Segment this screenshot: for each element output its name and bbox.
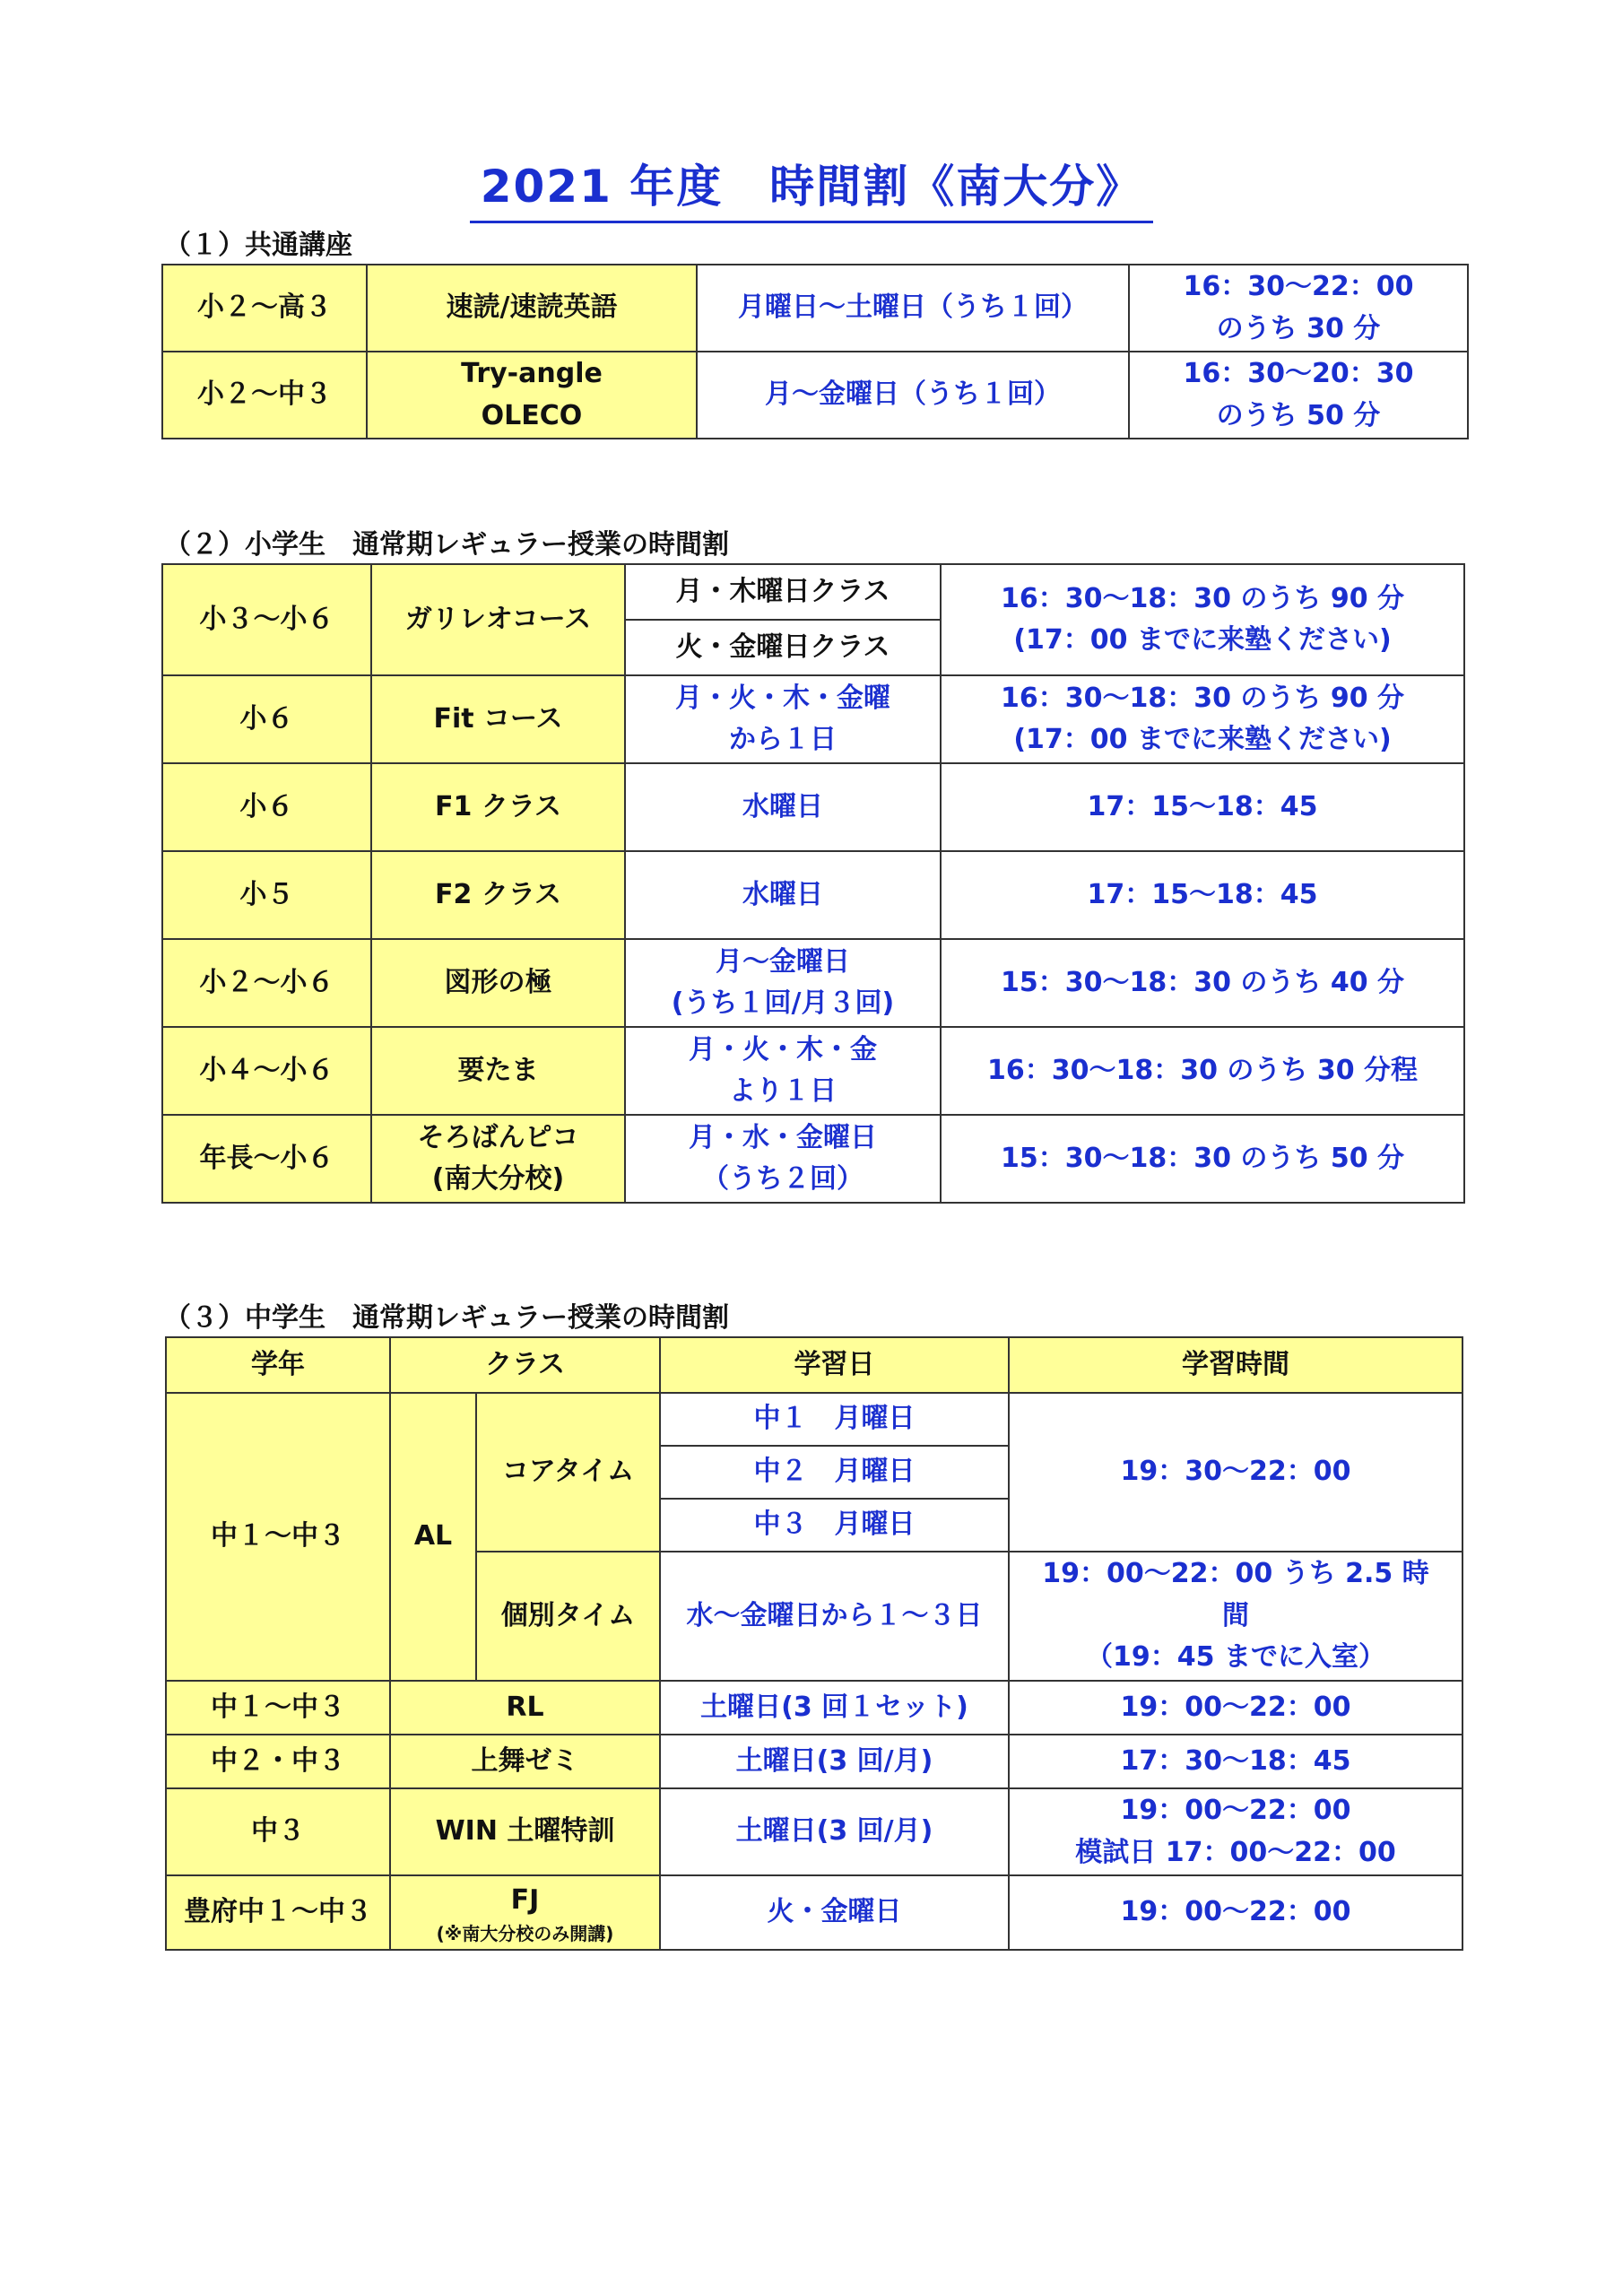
time-cell: 17：15～18：45 [941,763,1464,851]
days-cell [625,675,941,763]
common-courses-table [161,264,1469,439]
days-cell [625,939,941,1027]
table-header-row [166,1337,1462,1393]
time-cell [941,675,1464,763]
grade-cell: 小４～小６ [162,1027,371,1115]
header-time: 学習時間 [1009,1337,1462,1393]
time-cell [1129,265,1468,352]
subclass-cell: 個別タイム [476,1552,660,1681]
course-cell: Fit コース [371,675,625,763]
grade-cell: 小２～小６ [162,939,371,1027]
class-note: (※南大分校のみ開講) [436,1922,614,1944]
grade-cell: 豊府中１～中３ [166,1875,390,1950]
time-cell: 17：15～18：45 [941,851,1464,939]
days-cell: 月曜日～土曜日（うち１回） [697,265,1129,352]
class-line: FJ [510,1884,540,1917]
time-cell: 15：30～18：30 のうち 50 分 [941,1115,1464,1203]
days-cell: 土曜日(3 回１セット) [660,1681,1009,1735]
table-row [162,851,1464,939]
table-row [166,1393,1462,1446]
grade-cell: 小５ [162,851,371,939]
time-cell: 19：30～22：00 [1009,1393,1462,1552]
time-cell: 17：30～18：45 [1009,1735,1462,1788]
days-line: より１日 [729,1075,837,1107]
days-cell: 水曜日 [625,763,941,851]
time-line: 間 [1222,1599,1250,1631]
time-line: 19：00～22：00 [1120,1795,1351,1826]
days-cell: 土曜日(3 回/月) [660,1788,1009,1875]
grade-cell: 小２～高３ [162,265,367,352]
course-line: そろばんピコ [417,1121,579,1153]
time-line: 19：00～22：00 うち 2.5 時 [1042,1558,1429,1590]
time-cell [1009,1788,1462,1875]
days-cell [625,1027,941,1115]
time-cell: 19：00～22：00 [1009,1875,1462,1950]
time-line: （19：45 までに入室） [1086,1641,1385,1674]
course-cell [367,352,697,439]
days-cell: 火・金曜日クラス [625,620,941,675]
table-row [166,1875,1462,1950]
days-cell: 土曜日(3 回/月) [660,1735,1009,1788]
class-cell: 上舞ゼミ [390,1735,660,1788]
table-row [162,939,1464,1027]
page-title-text: 2021 年度 時間割《南大分》 [470,151,1154,223]
days-line: 月・火・木・金曜 [675,682,890,714]
days-line: (うち１回/月３回) [671,987,895,1019]
table-row [166,1788,1462,1875]
days-cell [625,1115,941,1203]
days-cell: 火・金曜日 [660,1875,1009,1950]
table-row [162,1115,1464,1203]
section1-heading: （１）共通講座 [164,230,352,261]
header-grade: 学年 [166,1337,390,1393]
elementary-schedule-table [161,563,1465,1204]
days-cell: 中２ 月曜日 [660,1446,1009,1499]
time-cell: 15：30～18：30 のうち 40 分 [941,939,1464,1027]
section3-heading: （３）中学生 通常期レギュラー授業の時間割 [164,1302,729,1334]
time-line: (17：00 までに来塾ください) [1013,624,1392,656]
time-cell [941,564,1464,675]
time-line: のうち 30 分 [1216,312,1381,344]
time-line: のうち 50 分 [1216,399,1381,431]
time-line: 16：30～20：30 [1183,358,1414,389]
junior-high-schedule-table [165,1336,1463,1951]
time-line: 16：30～22：00 [1183,271,1414,302]
course-cell: ガリレオコース [371,564,625,675]
grade-cell: 小３～小６ [162,564,371,675]
class-cell [390,1875,660,1950]
time-cell: 16：30～18：30 のうち 30 分程 [941,1027,1464,1115]
class-cell: RL [390,1681,660,1735]
time-cell: 19：00～22：00 [1009,1681,1462,1735]
class-cell: AL [390,1393,476,1681]
time-line: (17：00 までに来塾ください) [1013,724,1392,755]
time-cell [1129,352,1468,439]
course-line: Try-angle [461,358,603,389]
grade-cell: 中２・中３ [166,1735,390,1788]
course-cell: F2 クラス [371,851,625,939]
grade-cell: 中１～中３ [166,1681,390,1735]
course-cell: 速読/速読英語 [367,265,697,352]
time-cell [1009,1552,1462,1681]
days-line: （うち２回） [702,1163,864,1195]
subclass-cell: コアタイム [476,1393,660,1552]
course-cell [371,1115,625,1203]
days-line: から１日 [729,724,837,755]
grade-cell: 中１～中３ [166,1393,390,1681]
days-line: 月・水・金曜日 [689,1121,877,1153]
time-line: 16：30～18：30 のうち 90 分 [1000,582,1405,614]
days-cell: 月・木曜日クラス [625,564,941,620]
days-cell: 水曜日 [625,851,941,939]
course-cell: F1 クラス [371,763,625,851]
days-line: 月・火・木・金 [689,1033,877,1065]
table-row [162,1027,1464,1115]
days-cell: 中１ 月曜日 [660,1393,1009,1446]
grade-cell: 小６ [162,675,371,763]
course-cell: 要たま [371,1027,625,1115]
table-row [162,352,1468,439]
course-cell: 図形の極 [371,939,625,1027]
grade-cell: 中３ [166,1788,390,1875]
header-class: クラス [390,1337,660,1393]
days-cell: 月～金曜日（うち１回） [697,352,1129,439]
table-row [166,1681,1462,1735]
course-line: OLECO [481,399,583,431]
grade-cell: 小２～中３ [162,352,367,439]
time-line: 16：30～18：30 のうち 90 分 [1000,682,1405,714]
page-title [0,151,1623,223]
grade-cell: 年長～小６ [162,1115,371,1203]
days-cell: 中３ 月曜日 [660,1499,1009,1552]
days-line: 月～金曜日 [716,945,850,978]
class-cell: WIN 土曜特訓 [390,1788,660,1875]
table-row [162,675,1464,763]
table-row [162,564,1464,620]
section2-heading: （２）小学生 通常期レギュラー授業の時間割 [164,529,729,561]
days-cell: 水～金曜日から１～３日 [660,1552,1009,1681]
grade-cell: 小６ [162,763,371,851]
course-line: (南大分校) [431,1163,565,1195]
time-line: 模試日 17：00～22：00 [1075,1836,1396,1868]
table-row [166,1735,1462,1788]
table-row [162,265,1468,352]
header-day: 学習日 [660,1337,1009,1393]
table-row [162,763,1464,851]
